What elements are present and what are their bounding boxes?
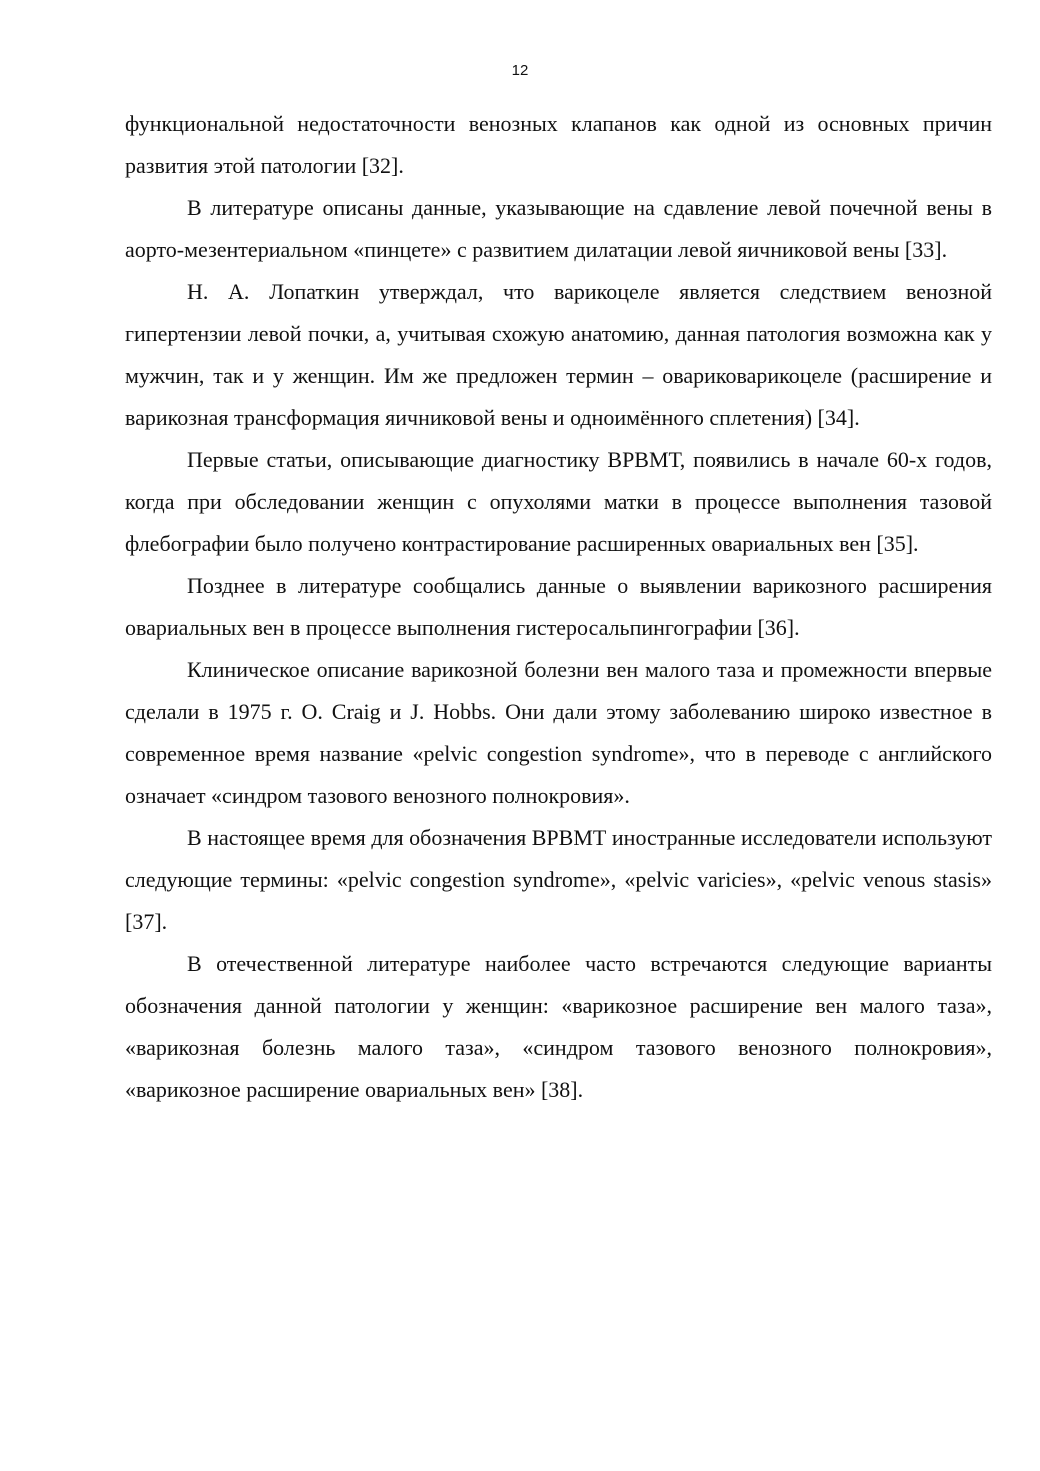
paragraph: Клиническое описание варикозной болезни вен малого таза и промежности впервые сделали в 1975 г. O. Craig и J. Hobbs. Они дали этому заболеванию широко известное в современное время название «pelvic congestion syndrome», что в переводе с английского означает «синдром тазового венозного полнокровия». [125, 657, 992, 808]
paragraph-continuation: функциональной недостаточности венозных клапанов как одной из основных причин развития этой патологии [32]. [125, 111, 992, 178]
paragraph: Первые статьи, описывающие диагностику ВРВМТ, появились в начале 60-х годов, когда при обследовании женщин с опухолями матки в процессе выполнения тазовой флебографии было получено контрастирование расширенных овариальных вен [35]. [125, 447, 992, 556]
page-number: 12 [511, 62, 529, 79]
document-body [125, 103, 992, 1111]
paragraph: В отечественной литературе наиболее часто встречаются следующие варианты обозначения данной патологии у женщин: «варикозное расширение вен малого таза», «варикозная болезнь малого таза», «синдром тазового венозного полнокровия», «варикозное расширение овариальных вен» [38]. [125, 951, 992, 1102]
paragraph: Н. А. Лопаткин утверждал, что варикоцеле является следствием венозной гипертензии левой почки, а, учитывая схожую анатомию, данная патология возможна как у мужчин, так и у женщин. Им же предложен термин – овариковарикоцеле (расширение и варикозная трансформация яичниковой вены и одноимённого сплетения) [34]. [125, 279, 992, 430]
paragraph: В литературе описаны данные, указывающие на сдавление левой почечной вены в аорто-мезентериальном «пинцете» с развитием дилатации левой яичниковой вены [33]. [125, 195, 992, 262]
paragraph: Позднее в литературе сообщались данные о выявлении варикозного расширения овариальных вен в процессе выполнения гистеросальпингографии [36]. [125, 573, 992, 640]
paragraph: В настоящее время для обозначения ВРВМТ иностранные исследователи используют следующие термины: «pelvic congestion syndrome», «pelvic varicies», «pelvic venous stasis» [37]. [125, 825, 992, 934]
